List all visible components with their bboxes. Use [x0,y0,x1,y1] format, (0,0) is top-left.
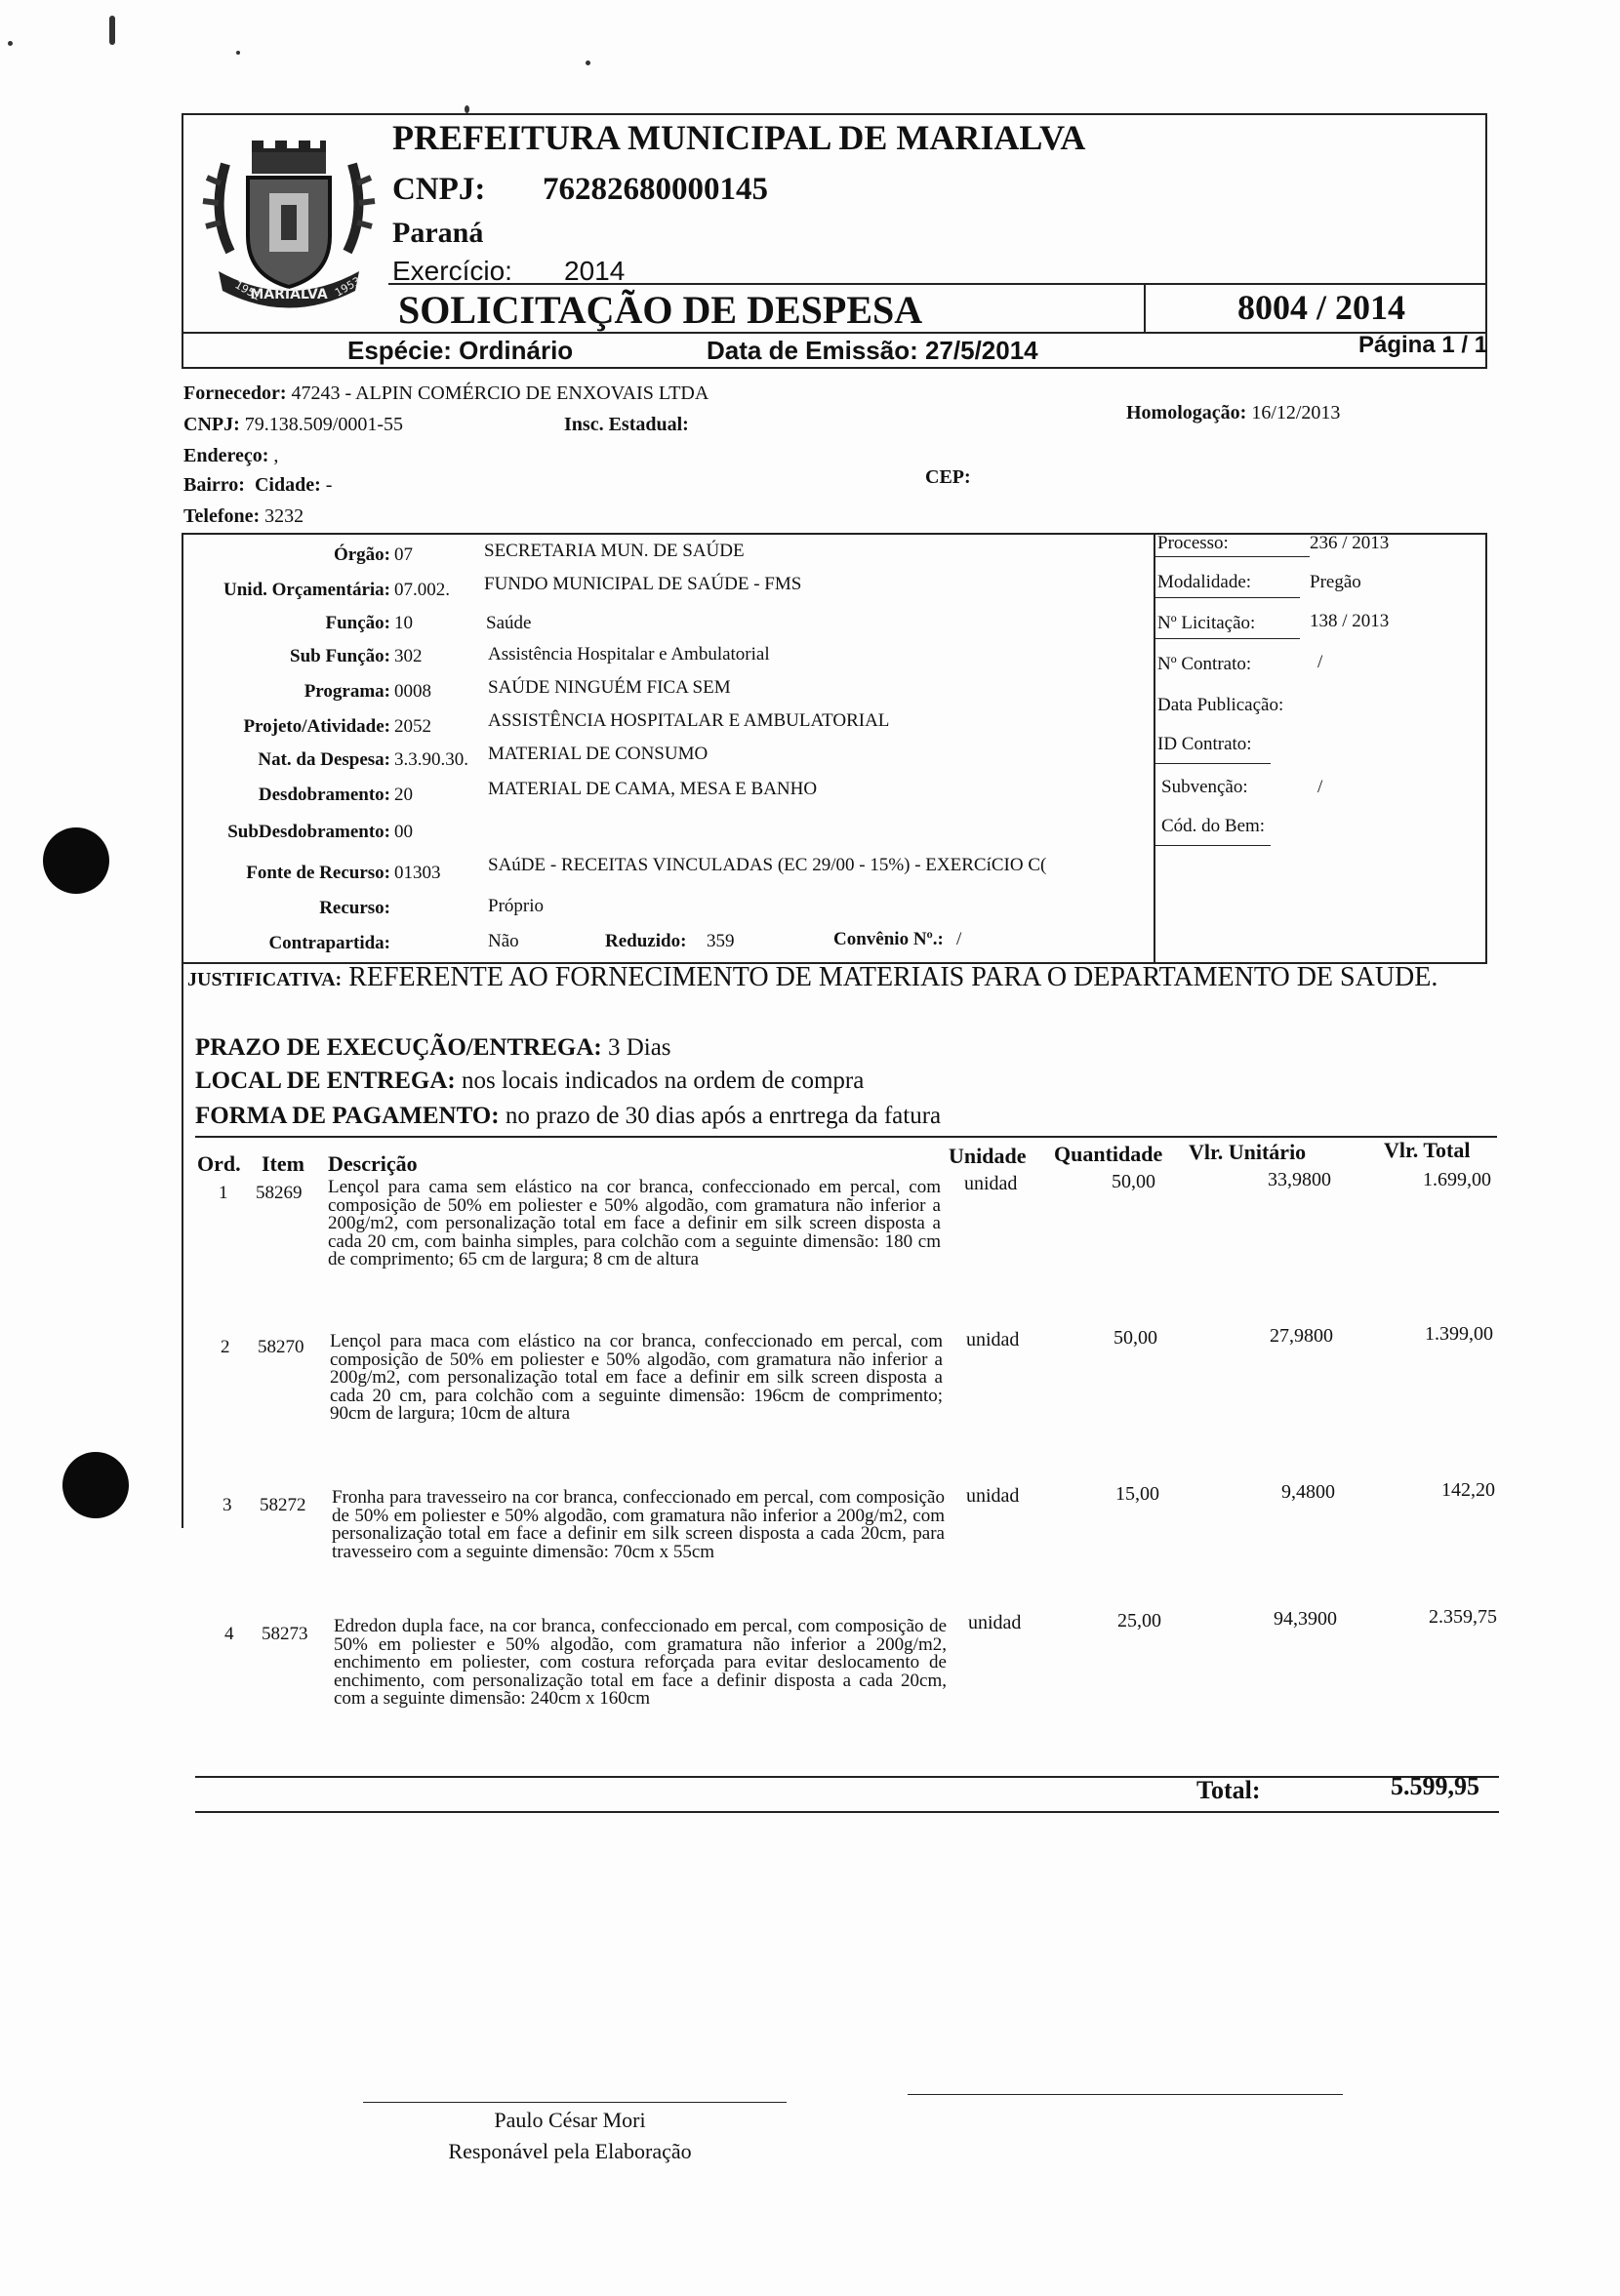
dotacao-code: 07.002. [394,580,450,600]
convenio-value: / [956,929,962,949]
signature-line-right [908,2094,1343,2095]
contrapartida-value: Não [488,931,519,951]
processo-label: Nº Licitação: [1157,613,1256,633]
justificativa-line [187,962,1438,993]
row-unidade: unidad [968,1612,1022,1633]
endereco-line [183,445,278,467]
fornecedor-line [183,383,709,405]
dotacao-label: Órgão: [333,544,390,565]
dotacao-label: Sub Função: [290,646,390,666]
signature-line-left [363,2102,787,2103]
row-item: 58272 [260,1495,306,1515]
cnpj-value: 76282680000145 [543,172,768,207]
homologacao-line [1126,402,1340,424]
row-quantidade: 15,00 [1115,1483,1159,1505]
col-header-ord: Ord. [197,1151,241,1176]
row-item: 58269 [256,1183,303,1203]
processo-line [1154,638,1300,639]
dotacao-label: Função: [325,613,390,633]
row-unidade: unidad [966,1329,1020,1350]
document-number: 8004 / 2014 [1237,288,1406,327]
endereco-value: , [273,445,279,466]
municipality-title: PREFEITURA MUNICIPAL DE MARIALVA [392,118,1086,157]
justificativa-text: REFERENTE AO FORNECIMENTO DE MATERIAIS PARA O DEPARTAMENTO DE SAUDE. [348,962,1438,992]
dotacao-label: Programa: [304,681,390,702]
local-value: nos locais indicados na ordem de compra [461,1067,865,1094]
prazo-line [195,1034,671,1062]
dotacao-desc: FUNDO MUNICIPAL DE SAÚDE - FMS [484,574,802,594]
col-header-vlr-total: Vlr. Total [1384,1138,1471,1162]
header-left-border [182,113,183,368]
cnpj-label: CNPJ: [392,172,486,207]
justificativa-label: JUSTIFICATIVA: [187,969,343,990]
row-descricao: Edredon dupla face, na cor branca, confeccionado em percal, com composição de 50% em poliester e 50% algodão, com gramatura não inferior a 200g/m2, enchimento em poliester, com costura reforçada para evitar deslocamento de enchimento, com personalização total em face a definir disposta a cada 20cm, com a seguinte dimensão: 240cm x 160cm [334,1616,947,1709]
processo-value: 236 / 2013 [1310,533,1390,553]
dotacao-label: Projeto/Atividade: [243,716,390,737]
dotacao-label: Unid. Orçamentária: [223,580,390,600]
svg-text:MARIALVA: MARIALVA [250,287,328,302]
processo-value: Pregão [1310,572,1361,592]
fornecedor-value: 47243 - ALPIN COMÉRCIO DE ENXOVAIS LTDA [291,383,709,404]
processo-line [1154,845,1271,846]
contrapartida-label: Contrapartida: [268,933,390,953]
page-number: Página 1 / 1 [1358,332,1488,358]
dotacao-label: Recurso: [319,898,390,918]
col-header-item: Item [262,1151,304,1176]
reduzido-value: 359 [707,931,735,951]
scan-speck [465,105,469,113]
col-header-unidade: Unidade [949,1144,1027,1168]
processo-label: Nº Contrato: [1157,654,1252,674]
dotacao-label: SubDesdobramento: [227,822,390,842]
homologacao-value: 16/12/2013 [1251,402,1341,423]
row-quantidade: 50,00 [1112,1171,1155,1192]
dotacao-label: Nat. da Despesa: [258,749,390,770]
row-vlr-total: 142,20 [1441,1479,1495,1501]
municipal-crest-icon [191,125,386,320]
row-vlr-unitario: 33,9800 [1268,1169,1331,1190]
svg-text:1951: 1951 [232,278,263,303]
row-unidade: unidad [966,1485,1020,1507]
scan-speck [109,16,115,45]
col-header-quantidade: Quantidade [1054,1142,1163,1166]
row-ord: 2 [221,1337,230,1357]
telefone-label: Telefone: [183,505,261,527]
processo-value: / [1317,777,1323,797]
dotacao-desc: Saúde [486,613,532,633]
dotacao-desc: MATERIAL DE CAMA, MESA E BANHO [488,779,818,799]
fornecedor-cnpj-label: CNPJ: [183,414,240,435]
exercicio-label: Exercício: [392,256,512,286]
dotacao-top-line [182,533,1487,535]
header-bottom-line [182,367,1487,369]
cidade-label: Cidade: [254,474,321,496]
fornecedor-cnpj-value: 79.138.509/0001-55 [244,414,403,435]
dotacao-code: 10 [394,613,413,633]
svg-text:1953: 1953 [333,274,363,300]
dotacao-desc: MATERIAL DE CONSUMO [488,744,709,764]
dotacao-code: 2052 [394,716,431,737]
dotacao-code: 302 [394,646,423,666]
scan-speck [586,60,590,65]
processo-value: 138 / 2013 [1310,611,1390,631]
row-item: 58270 [258,1337,304,1357]
row-quantidade: 50,00 [1114,1327,1157,1349]
dotacao-code: 00 [394,822,413,842]
row-vlr-total: 1.399,00 [1425,1323,1493,1345]
row-vlr-total: 1.699,00 [1423,1169,1491,1190]
col-header-vlr-unitario: Vlr. Unitário [1189,1140,1307,1164]
dotacao-right-border [1485,533,1487,962]
row-descricao: Fronha para travesseiro na cor branca, confeccionado em percal, com composição de 50% em poliester e 50% algodão, com gramatura não inferior a 200g/m2, com personalização total em face a definir em silk screen disposta a cada 20cm, para travesseiro com a seguinte dimensão: 70cm x 55cm [332,1487,945,1562]
dotacao-desc: Assistência Hospitalar e Ambulatorial [488,644,770,665]
processo-label: Data Publicação: [1157,695,1284,715]
row-vlr-unitario: 27,9800 [1270,1325,1333,1347]
row-ord: 4 [224,1624,234,1644]
title-divider [388,283,1487,285]
row-quantidade: 25,00 [1117,1610,1161,1631]
row-descricao: Lençol para cama sem elástico na cor branca, confeccionado em percal, com composição de 50% em poliester e 50% algodão, com gramatura não inferior a 200g/m2, com personalização total em face a definir em silk screen disposta a cada 20 cm, com bainha simples, para colchão com a seguinte dimensão: 180 cm de comprimento; 65 cm de largura; 8 cm de altura [328,1177,941,1269]
bairro-label: Bairro: [183,474,245,496]
row-descricao: Lençol para maca com elástico na cor branca, confeccionado em percal, com composição de 50% em poliester e 50% algodão, com gramatura não inferior a 200g/m2, com personalização total em face a definir em silk screen disposta a cada 20 cm, para colchão com a seguinte dimensão: 196cm de comprimento; 90cm de largura; 10cm de altura [330,1331,943,1424]
dotacao-code: 20 [394,785,413,805]
row-item: 58273 [262,1624,308,1644]
prazo-value: 3 Dias [607,1034,671,1061]
dotacao-label: Desdobramento: [258,785,390,805]
row-vlr-unitario: 94,3900 [1274,1608,1337,1630]
total-top-line [195,1776,1499,1778]
row-vlr-total: 2.359,75 [1429,1606,1497,1628]
dotacao-code: 0008 [394,681,431,702]
row-ord: 3 [223,1495,232,1515]
processo-line [1154,597,1300,598]
homologacao-label: Homologação: [1126,402,1247,423]
telefone-value: 3232 [264,505,304,527]
header-right-border [1485,113,1487,368]
punch-hole-bottom [62,1452,129,1518]
processo-line [1154,556,1310,557]
processo-label: Cód. do Bem: [1161,816,1266,836]
processo-value: / [1317,652,1323,672]
forma-value: no prazo de 30 dias após a enrtrega da fatura [505,1103,942,1129]
insc-estadual-label: Insc. Estadual: [564,414,689,435]
local-label: LOCAL DE ENTREGA: [195,1067,456,1094]
endereco-label: Endereço: [183,445,269,466]
local-line [195,1067,864,1095]
fornecedor-label: Fornecedor: [183,383,287,404]
data-emissao: Data de Emissão: 27/5/2014 [707,336,1038,365]
row-unidade: unidad [964,1173,1018,1194]
scan-speck [8,41,13,46]
processo-label: Modalidade: [1157,572,1252,592]
prazo-label: PRAZO DE EXECUÇÃO/ENTREGA: [195,1034,602,1061]
signature-role: Responável pela Elaboração [448,2139,692,2163]
dotacao-desc: SAÚDE NINGUÉM FICA SEM [488,677,731,698]
cidade-value: - [325,474,333,496]
forma-line [195,1103,941,1130]
row-vlr-unitario: 9,4800 [1281,1481,1335,1503]
total-bottom-line [195,1811,1499,1813]
col-header-descricao: Descrição [328,1151,418,1176]
total-value: 5.599,95 [1391,1772,1479,1800]
forma-label: FORMA DE PAGAMENTO: [195,1103,500,1129]
especie: Espécie: Ordinário [347,336,574,365]
fornecedor-cnpj-line [183,414,403,436]
signature-name: Paulo César Mori [494,2108,646,2132]
telefone-line [183,505,304,528]
dotacao-desc: Próprio [488,896,544,916]
docnum-divider [1144,283,1146,332]
header-top-border [182,113,1487,115]
state-name: Paraná [392,217,484,249]
document-title: SOLICITAÇÃO DE DESPESA [398,288,923,332]
dotacao-desc: ASSISTÊNCIA HOSPITALAR E AMBULATORIAL [488,710,890,731]
dotacao-label: Fonte de Recurso: [246,863,390,883]
processo-label: Processo: [1157,533,1229,553]
dotacao-code: 01303 [394,863,441,883]
total-label: Total: [1196,1776,1261,1804]
processo-label: ID Contrato: [1157,734,1252,754]
reduzido-label: Reduzido: [605,931,687,951]
row-ord: 1 [219,1183,228,1203]
dotacao-code: 07 [394,544,413,565]
processo-line [1154,763,1271,764]
processo-label: Subvenção: [1161,777,1248,797]
table-top-line [195,1136,1497,1138]
cep-label: CEP: [925,466,971,488]
exercicio-value: 2014 [564,256,626,286]
scan-speck [236,51,240,55]
convenio-label: Convênio Nº.: [833,929,944,949]
dotacao-desc: SAúDE - RECEITAS VINCULADAS (EC 29/00 - 15%) - EXERCíCIO C( [488,855,1047,875]
dotacao-desc: SECRETARIA MUN. DE SAÚDE [484,541,745,561]
dotacao-code: 3.3.90.30. [394,749,468,770]
bairro-line [183,474,332,497]
